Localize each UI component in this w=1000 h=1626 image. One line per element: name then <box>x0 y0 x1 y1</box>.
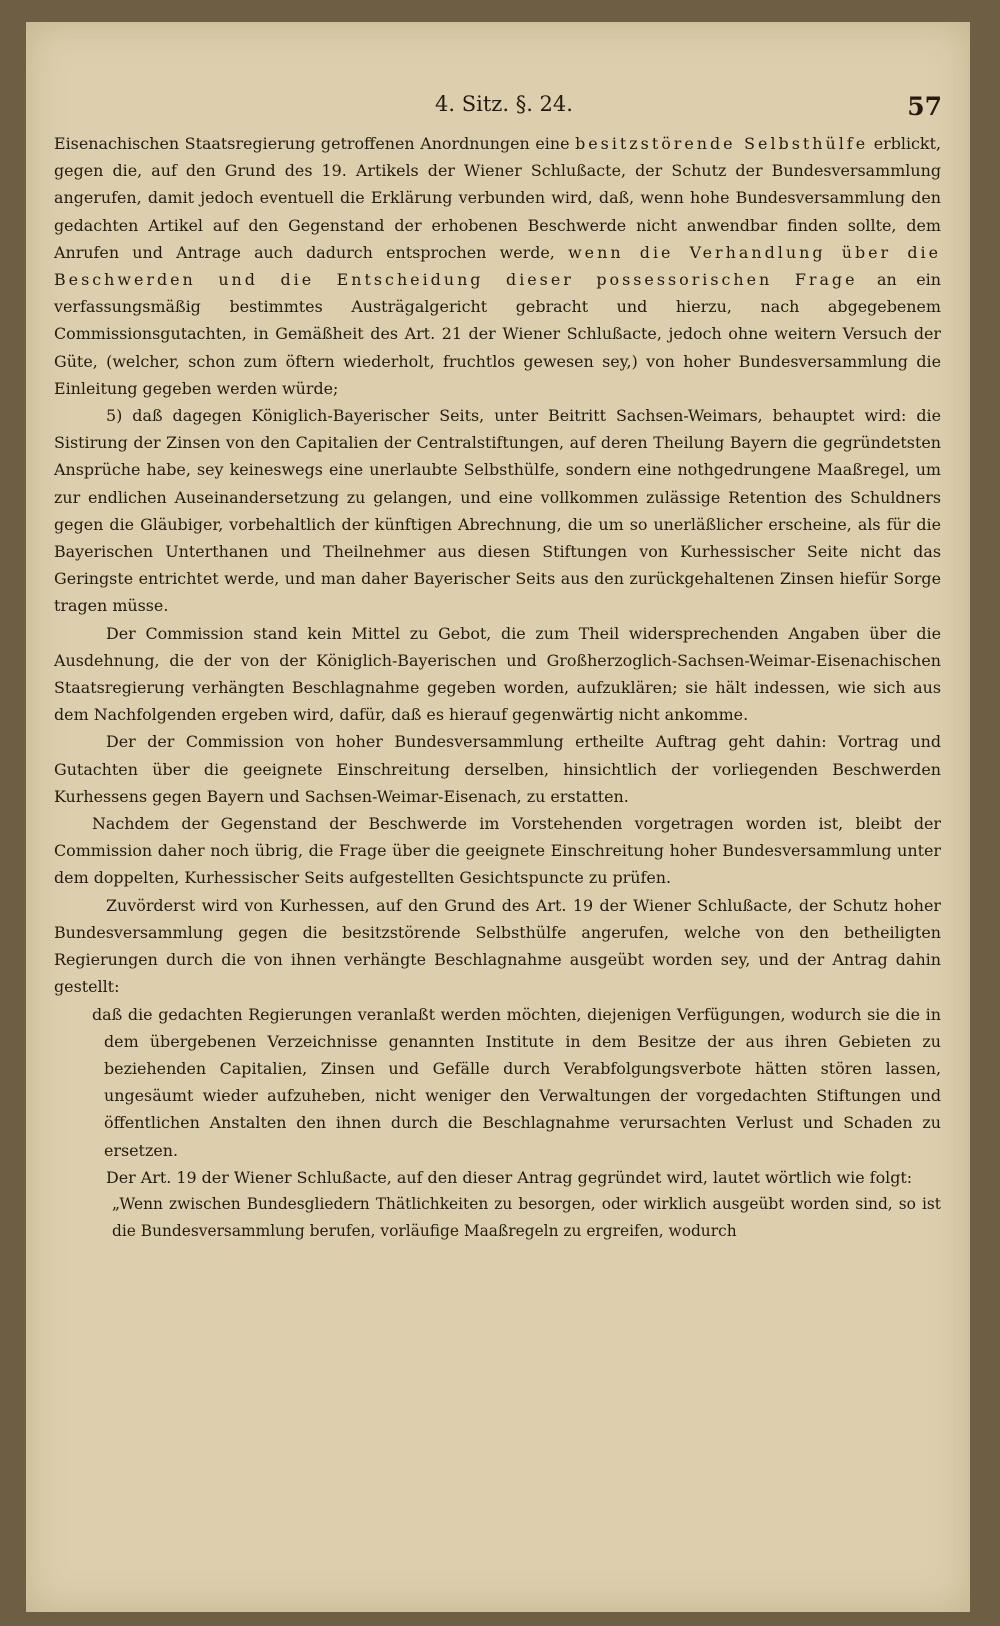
book-page <box>26 22 970 1612</box>
text-run: an ein verfassungsmäßig bestimmtes Austrägalgericht gebracht und hierzu, nach abgegebenem Commissionsgutachten, in Gemäßheit des Art. 21 der Wiener Schlußacte, jedoch ohne weitern Versuch der Güte, (welcher, schon zum öftern wiederholt, fruchtlos gewesen sey,) von hoher Bundesversammlung die Einleitung gegeben werden würde; <box>54 270 941 398</box>
paragraph-request: daß die gedachten Regierungen veranlaßt werden möchten, diejenigen Verfügungen, wodurch sie die in dem übergebenen Verzeichnisse genannten Institute in dem Besitze der aus ihren Gebieten zu beziehenden Capitalien, Zinsen und Gefälle durch Verabfolgungsverbote hätten stören lassen, ungesäumt wieder aufzuheben, nicht weniger den Verwaltungen der vorgedachten Stiftungen und öffentlichen Anstalten den ihnen durch die Beschlagnahme verursachten Verlust und Schaden zu ersetzen. <box>92 1004 941 1160</box>
paragraph-point-5: 5) daß dagegen Königlich-Bayerischer Seits, unter Beitritt Sachsen-Weimars, behauptet wird: die Sistirung der Zinsen von den Capitalien der Centralstiftungen, auf deren Theilung Bayern die gegründetsten Ansprüche habe, sey keineswegs eine unerlaubte Selbsthülfe, sondern eine nothgedrungene Maaßregel, um zur endlichen Auseinandersetzung zu gelangen, und eine vollkommen zulässige Retention des Schuldners gegen die Gläubiger, vorbehaltlich der künftigen Abrechnung, die um so unerläßlicher erscheine, als für die Bayerischen Unterthanen und Theilnehmer aus diesen Stiftungen von Kurhessischer Seite nicht das Geringste entrichtet werde, und man daher Bayerischer Seits aus den zurückgehaltenen Zinsen hiefür Sorge tragen müsse. <box>54 406 941 616</box>
paragraph-commission-means: Der Commission stand kein Mittel zu Gebot, die zum Theil widersprechenden Angaben über die Ausdehnung, die der von der Königlich-Bayerischen und Großherzoglich-Sachsen-Weimar-Eisenachischen Staatsregierung verhängten Beschlagnahme gegeben worden, aufzuklären; sie hält indessen, wie sich aus dem Nachfolgenden ergeben wird, dafür, daß es hierauf gegenwärtig nicht ankomme. <box>54 623 941 725</box>
paragraph-continuation <box>54 130 941 402</box>
text-run: erblickt, gegen die, auf den Grund des 19. Artikels der Wiener Schlußacte, der Schutz der Bundesversammlung angerufen, damit jedoch eventuell die Erklärung verbunden wird, daß, wenn hohe Bundesversammlung den gedachten Artikel auf den Gegenstand der erhobenen Beschwerde nicht anwendbar finden sollte, dem Anrufen und Antrage auch dadurch entsprochen werde, <box>54 134 942 262</box>
article-quote: „Wenn zwischen Bundesgliedern Thätlichkeiten zu besorgen, oder wirklich ausgeübt worden sind, so ist die Bundesversammlung berufen, vorläufige Maaßregeln zu ergreifen, wodurch <box>112 1194 941 1241</box>
page-number: 57 <box>907 92 942 121</box>
paragraph-remaining-question: Nachdem der Gegenstand der Beschwerde im Vorstehenden vorgetragen worden ist, bleibt der Commission daher noch übrig, die Frage über die geeignete Einschreitung hoher Bundesversammlung unter dem doppelten, Kurhessischer Seits aufgestellten Gesichtspuncte zu prüfen. <box>54 814 941 888</box>
paragraph-first-claim: Zuvörderst wird von Kurhessen, auf den Grund des Art. 19 der Wiener Schlußacte, der Schutz hoher Bundesversammlung gegen die besitzstörende Selbsthülfe angerufen, welche von den betheiligten Regierungen durch die von ihnen verhängte Beschlagnahme ausgeübt worden sey, und der Antrag dahin gestellt: <box>54 895 941 997</box>
paragraph-article-19-intro: Der Art. 19 der Wiener Schlußacte, auf den dieser Antrag gegründet wird, lautet wörtlich wie folgt: <box>106 1167 913 1187</box>
page-header <box>66 92 942 128</box>
running-title: 4. Sitz. §. 24. <box>435 92 573 116</box>
page-body <box>54 130 941 1245</box>
emphasized-text: besitzstörende Selbsthülfe <box>575 134 869 153</box>
text-run: Eisenachischen Staatsregierung getroffenen Anordnungen eine <box>54 134 576 153</box>
emphasized-text: wenn die Verhandlung über die Beschwerden und die Entscheidung dieser possessorischen Frage <box>54 242 941 290</box>
paragraph-commission-mandate: Der der Commission von hoher Bundesversammlung ertheilte Auftrag geht dahin: Vortrag und Gutachten über die geeignete Einschreitung derselben, hinsichtlich der vorliegenden Beschwerden Kurhessens gegen Bayern und Sachsen-Weimar-Eisenach, zu erstatten. <box>54 732 941 806</box>
